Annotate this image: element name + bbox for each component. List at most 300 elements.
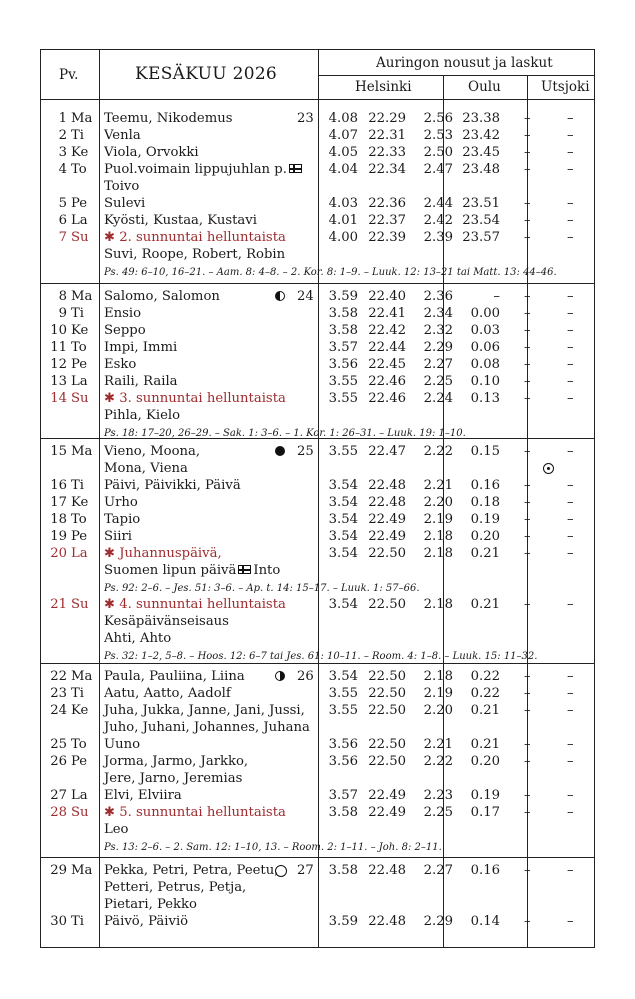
weekday: Su bbox=[71, 391, 89, 406]
day-number: 27 bbox=[50, 788, 67, 803]
oulu-set: 23.38 bbox=[462, 111, 500, 126]
helsinki-set: 22.50 bbox=[368, 546, 406, 561]
oulu-rise: 2.25 bbox=[423, 805, 453, 820]
scripture-reference: Ps. 92: 2–6. – Jes. 51: 3–6. – Ap. t. 14: 15–17. – Luuk. 1: 57–66. bbox=[104, 583, 420, 594]
day-number: 11 bbox=[50, 340, 67, 355]
oulu-set: 0.10 bbox=[470, 374, 500, 389]
helsinki-set: 22.48 bbox=[368, 863, 406, 878]
oulu-set: 0.19 bbox=[470, 512, 500, 527]
helsinki-rise: 3.58 bbox=[328, 805, 358, 820]
name-day: Tapio bbox=[104, 512, 141, 527]
oulu-rise: 2.19 bbox=[423, 512, 453, 527]
helsinki-rise: 4.03 bbox=[328, 196, 358, 211]
utsjoki-rise: – bbox=[524, 230, 531, 245]
scripture-reference: Ps. 32: 1–2, 5–8. – Hoos. 12: 6–7 tai Jes. 61: 10–11. – Room. 4: 1–8. – Luuk. 15: 11–32. bbox=[104, 651, 538, 662]
utsjoki-set: – bbox=[567, 863, 574, 878]
utsjoki-set: – bbox=[567, 289, 574, 304]
oulu-set: 0.15 bbox=[470, 444, 500, 459]
helsinki-set: 22.41 bbox=[368, 306, 406, 321]
utsjoki-rise: – bbox=[524, 546, 531, 561]
utsjoki-rise: – bbox=[524, 669, 531, 684]
day-number: 5 bbox=[58, 196, 67, 211]
weekday: Ma bbox=[71, 289, 93, 304]
utsjoki-set: – bbox=[567, 444, 574, 459]
utsjoki-rise: – bbox=[524, 213, 531, 228]
helsinki-set: 22.49 bbox=[368, 512, 406, 527]
helsinki-rise: 4.05 bbox=[328, 145, 358, 160]
helsinki-set: 22.49 bbox=[368, 805, 406, 820]
day-number: 7 bbox=[58, 230, 67, 245]
utsjoki-set: – bbox=[567, 478, 574, 493]
oulu-set: 0.14 bbox=[470, 914, 500, 929]
name-day-cont: Toivo bbox=[104, 179, 140, 194]
name-day: Impi, Immi bbox=[104, 340, 178, 355]
utsjoki-set: – bbox=[567, 357, 574, 372]
helsinki-set: 22.33 bbox=[368, 145, 406, 160]
helsinki-rise: 3.57 bbox=[328, 340, 358, 355]
utsjoki-rise: – bbox=[524, 306, 531, 321]
name-day: Urho bbox=[104, 495, 138, 510]
helsinki-rise: 3.57 bbox=[328, 788, 358, 803]
weekday: Ti bbox=[71, 128, 85, 143]
helsinki-set: 22.34 bbox=[368, 162, 406, 177]
helsinki-set: 22.50 bbox=[368, 686, 406, 701]
day-number: 1 bbox=[58, 111, 67, 126]
name-day: Siiri bbox=[104, 529, 132, 544]
utsjoki-rise: – bbox=[524, 478, 531, 493]
helsinki-rise: 4.00 bbox=[328, 230, 358, 245]
weekday: La bbox=[71, 546, 88, 561]
oulu-rise: 2.22 bbox=[423, 754, 453, 769]
name-day: Jorma, Jarmo, Jarkko, bbox=[104, 754, 249, 769]
name-day-cont: Pihla, Kielo bbox=[104, 408, 181, 423]
helsinki-set: 22.46 bbox=[368, 391, 406, 406]
weekday: La bbox=[71, 374, 88, 389]
helsinki-rise: 4.08 bbox=[328, 111, 358, 126]
oulu-rise: 2.36 bbox=[423, 289, 453, 304]
helsinki-set: 22.47 bbox=[368, 444, 406, 459]
name-day: Uuno bbox=[104, 737, 141, 752]
oulu-set: 0.00 bbox=[470, 306, 500, 321]
day-number: 2 bbox=[58, 128, 67, 143]
weekday: Ma bbox=[71, 111, 93, 126]
helsinki-set: 22.36 bbox=[368, 196, 406, 211]
helsinki-set: 22.50 bbox=[368, 669, 406, 684]
utsjoki-set: – bbox=[567, 495, 574, 510]
oulu-rise: 2.27 bbox=[423, 357, 453, 372]
scripture-reference: Ps. 49: 6–10, 16–21. – Aam. 8: 4–8. – 2. Kor. 8: 1–9. – Luuk. 12: 13–21 tai Matt. 13: 44–46. bbox=[104, 267, 557, 278]
day-number: 29 bbox=[50, 863, 67, 878]
utsjoki-rise: – bbox=[524, 805, 531, 820]
day-number: 28 bbox=[50, 805, 67, 820]
utsjoki-rise: – bbox=[524, 391, 531, 406]
name-day: Esko bbox=[104, 357, 137, 372]
calendar-frame bbox=[40, 49, 595, 948]
utsjoki-set: – bbox=[567, 754, 574, 769]
oulu-rise: 2.47 bbox=[423, 162, 453, 177]
header-divider bbox=[41, 99, 594, 100]
day-number: 22 bbox=[50, 669, 67, 684]
utsjoki-set: – bbox=[567, 196, 574, 211]
utsjoki-rise: – bbox=[524, 444, 531, 459]
day-number: 30 bbox=[50, 914, 67, 929]
utsjoki-rise: – bbox=[524, 162, 531, 177]
name-day-extra: Into bbox=[253, 563, 281, 578]
day-number: 19 bbox=[50, 529, 67, 544]
helsinki-rise: 3.55 bbox=[328, 391, 358, 406]
name-day: Salomo, Salomon bbox=[104, 289, 220, 304]
utsjoki-rise: – bbox=[524, 703, 531, 718]
moon-phase-icon bbox=[275, 671, 285, 681]
month-title: KESÄKUU 2026 bbox=[135, 64, 278, 84]
name-day: Kyösti, Kustaa, Kustavi bbox=[104, 213, 257, 228]
weekday: Ma bbox=[71, 863, 93, 878]
weekday: Pe bbox=[71, 357, 88, 372]
utsjoki-set: – bbox=[567, 597, 574, 612]
oulu-set: 0.21 bbox=[470, 737, 500, 752]
name-day-cont: Ahti, Ahto bbox=[104, 631, 172, 646]
utsjoki-set: – bbox=[567, 914, 574, 929]
weekday: Ke bbox=[71, 703, 89, 718]
oulu-set: 0.08 bbox=[470, 357, 500, 372]
oulu-set: 23.42 bbox=[462, 128, 500, 143]
utsjoki-rise: – bbox=[524, 289, 531, 304]
helsinki-set: 22.45 bbox=[368, 357, 406, 372]
day-number: 26 bbox=[50, 754, 67, 769]
oulu-set: – bbox=[493, 289, 500, 304]
helsinki-rise: 3.58 bbox=[328, 323, 358, 338]
oulu-rise: 2.18 bbox=[423, 597, 453, 612]
helsinki-set: 22.44 bbox=[368, 340, 406, 355]
oulu-set: 0.03 bbox=[470, 323, 500, 338]
utsjoki-rise: – bbox=[524, 529, 531, 544]
helsinki-rise: 3.54 bbox=[328, 495, 358, 510]
oulu-rise: 2.39 bbox=[423, 230, 453, 245]
name-day-cont: Pietari, Pekko bbox=[104, 897, 197, 912]
helsinki-set: 22.48 bbox=[368, 478, 406, 493]
oulu-rise: 2.18 bbox=[423, 529, 453, 544]
name-day-cont: Juho, Juhani, Johannes, Juhana bbox=[104, 720, 310, 735]
day-number: 4 bbox=[58, 162, 67, 177]
utsjoki-set: – bbox=[567, 145, 574, 160]
helsinki-set: 22.50 bbox=[368, 703, 406, 718]
helsinki-rise: 4.01 bbox=[328, 213, 358, 228]
name-day-cont: Kesäpäivänseisaus bbox=[104, 614, 229, 629]
moon-phase-icon bbox=[275, 446, 285, 456]
oulu-set: 0.21 bbox=[470, 703, 500, 718]
helsinki-rise: 3.54 bbox=[328, 669, 358, 684]
utsjoki-rise: – bbox=[524, 495, 531, 510]
name-day: Vieno, Moona, bbox=[104, 444, 201, 459]
oulu-rise: 2.18 bbox=[423, 669, 453, 684]
utsjoki-set: – bbox=[567, 213, 574, 228]
name-day: Päivi, Päivikki, Päivä bbox=[104, 478, 241, 493]
day-number: 20 bbox=[50, 546, 67, 561]
utsjoki-set: – bbox=[567, 686, 574, 701]
helsinki-rise: 3.56 bbox=[328, 357, 358, 372]
helsinki-rise: 3.58 bbox=[328, 306, 358, 321]
day-number: 25 bbox=[50, 737, 67, 752]
utsjoki-rise: – bbox=[524, 111, 531, 126]
helsinki-rise: 3.56 bbox=[328, 737, 358, 752]
helsinki-set: 22.39 bbox=[368, 230, 406, 245]
sun-times-title: Auringon nousut ja laskut bbox=[376, 55, 553, 71]
weekday: Ti bbox=[71, 686, 85, 701]
utsjoki-set: – bbox=[567, 737, 574, 752]
week-number: 27 bbox=[297, 863, 314, 878]
utsjoki-set: – bbox=[567, 340, 574, 355]
oulu-rise: 2.32 bbox=[423, 323, 453, 338]
helsinki-set: 22.48 bbox=[368, 914, 406, 929]
name-day-cont: Suomen lipun päivä Into bbox=[104, 563, 281, 578]
oulu-set: 23.48 bbox=[462, 162, 500, 177]
oulu-rise: 2.27 bbox=[423, 863, 453, 878]
oulu-set: 0.16 bbox=[470, 863, 500, 878]
name-day: Juha, Jukka, Janne, Jani, Jussi, bbox=[104, 703, 305, 718]
oulu-rise: 2.29 bbox=[423, 914, 453, 929]
name-day: ✱ 3. sunnuntai helluntaista bbox=[104, 391, 286, 406]
name-day: Raili, Raila bbox=[104, 374, 178, 389]
utsjoki-rise: – bbox=[524, 357, 531, 372]
oulu-set: 23.45 bbox=[462, 145, 500, 160]
helsinki-rise: 3.56 bbox=[328, 754, 358, 769]
oulu-rise: 2.50 bbox=[423, 145, 453, 160]
day-number: 18 bbox=[50, 512, 67, 527]
day-number: 12 bbox=[50, 357, 67, 372]
oulu-set: 0.21 bbox=[470, 597, 500, 612]
day-number: 6 bbox=[58, 213, 67, 228]
weekday: Ma bbox=[71, 669, 93, 684]
helsinki-rise: 3.55 bbox=[328, 374, 358, 389]
name-day: Viola, Orvokki bbox=[104, 145, 199, 160]
oulu-set: 0.21 bbox=[470, 546, 500, 561]
oulu-rise: 2.22 bbox=[423, 444, 453, 459]
oulu-rise: 2.44 bbox=[423, 196, 453, 211]
helsinki-set: 22.50 bbox=[368, 597, 406, 612]
day-number: 14 bbox=[50, 391, 67, 406]
oulu-set: 0.17 bbox=[470, 805, 500, 820]
day-number: 21 bbox=[50, 597, 67, 612]
oulu-rise: 2.20 bbox=[423, 495, 453, 510]
oulu-rise: 2.34 bbox=[423, 306, 453, 321]
helsinki-set: 22.31 bbox=[368, 128, 406, 143]
weekday: La bbox=[71, 213, 88, 228]
day-number: 23 bbox=[50, 686, 67, 701]
utsjoki-rise: – bbox=[524, 788, 531, 803]
name-day-cont: Jere, Jarno, Jeremias bbox=[104, 771, 243, 786]
oulu-rise: 2.24 bbox=[423, 391, 453, 406]
utsjoki-set: – bbox=[567, 529, 574, 544]
helsinki-set: 22.46 bbox=[368, 374, 406, 389]
utsjoki-rise: – bbox=[524, 145, 531, 160]
week-number: 26 bbox=[297, 669, 314, 684]
weekday: To bbox=[71, 512, 87, 527]
oulu-rise: 2.42 bbox=[423, 213, 453, 228]
header-subline bbox=[318, 75, 594, 76]
helsinki-set: 22.49 bbox=[368, 529, 406, 544]
weekday: To bbox=[71, 737, 87, 752]
oulu-set: 0.20 bbox=[470, 529, 500, 544]
utsjoki-set: – bbox=[567, 374, 574, 389]
moon-phase-icon bbox=[275, 291, 285, 301]
weekday: Ke bbox=[71, 495, 89, 510]
day-number: 10 bbox=[50, 323, 67, 338]
scripture-reference: Ps. 13: 2–6. – 2. Sam. 12: 1–10, 13. – Room. 2: 1–11. – Joh. 8: 2–11. bbox=[104, 842, 442, 853]
name-day-cont: Leo bbox=[104, 822, 129, 837]
weekday: Ti bbox=[71, 306, 85, 321]
utsjoki-set: – bbox=[567, 111, 574, 126]
name-day: Puol.voimain lippujuhlan p. bbox=[104, 161, 304, 178]
name-day: Seppo bbox=[104, 323, 146, 338]
helsinki-rise: 3.55 bbox=[328, 686, 358, 701]
helsinki-rise: 3.54 bbox=[328, 512, 358, 527]
weekday: Pe bbox=[71, 754, 88, 769]
oulu-rise: 2.56 bbox=[423, 111, 453, 126]
weekday: Ti bbox=[71, 914, 85, 929]
utsjoki-set: – bbox=[567, 391, 574, 406]
utsjoki-set: – bbox=[567, 788, 574, 803]
utsjoki-set: – bbox=[567, 512, 574, 527]
helsinki-set: 22.40 bbox=[368, 289, 406, 304]
utsjoki-rise: – bbox=[524, 512, 531, 527]
day-number: 8 bbox=[58, 289, 67, 304]
flag-icon bbox=[289, 164, 302, 173]
scripture-reference: Ps. 18: 17–20, 26–29. – Sak. 1: 3–6. – 1. Kor. 1: 26–31. – Luuk. 19: 1–10. bbox=[104, 428, 466, 439]
utsjoki-rise: – bbox=[524, 863, 531, 878]
weekday: Pe bbox=[71, 529, 88, 544]
name-day-cont: Petteri, Petrus, Petja, bbox=[104, 880, 247, 895]
col-divider bbox=[99, 50, 100, 947]
oulu-set: 0.22 bbox=[470, 686, 500, 701]
weekday: Su bbox=[71, 805, 89, 820]
weekday: La bbox=[71, 788, 88, 803]
utsjoki-rise: – bbox=[524, 340, 531, 355]
utsjoki-rise: – bbox=[524, 686, 531, 701]
name-day: ✱ Juhannuspäivä, bbox=[104, 546, 222, 561]
day-number: 9 bbox=[58, 306, 67, 321]
weekday: Ti bbox=[71, 478, 85, 493]
midnight-sun-icon bbox=[543, 463, 554, 474]
name-day: Ensio bbox=[104, 306, 142, 321]
weekday: Ma bbox=[71, 444, 93, 459]
day-number: 3 bbox=[58, 145, 67, 160]
utsjoki-set: – bbox=[567, 703, 574, 718]
oulu-rise: 2.29 bbox=[423, 340, 453, 355]
oulu-set: 23.51 bbox=[462, 196, 500, 211]
oulu-rise: 2.20 bbox=[423, 703, 453, 718]
name-day-cont: Mona, Viena bbox=[104, 461, 188, 476]
day-number: 16 bbox=[50, 478, 67, 493]
utsjoki-rise: – bbox=[524, 196, 531, 211]
oulu-set: 0.22 bbox=[470, 669, 500, 684]
oulu-rise: 2.21 bbox=[423, 478, 453, 493]
helsinki-rise: 3.54 bbox=[328, 546, 358, 561]
weekday: Ke bbox=[71, 323, 89, 338]
helsinki-set: 22.50 bbox=[368, 737, 406, 752]
oulu-set: 0.19 bbox=[470, 788, 500, 803]
oulu-set: 23.54 bbox=[462, 213, 500, 228]
name-day-cont: Suvi, Roope, Robert, Robin bbox=[104, 247, 286, 262]
helsinki-set: 22.50 bbox=[368, 754, 406, 769]
week-divider bbox=[41, 283, 594, 284]
day-number: 17 bbox=[50, 495, 67, 510]
oulu-rise: 2.53 bbox=[423, 128, 453, 143]
utsjoki-rise: – bbox=[524, 737, 531, 752]
oulu-rise: 2.19 bbox=[423, 686, 453, 701]
helsinki-set: 22.29 bbox=[368, 111, 406, 126]
utsjoki-rise: – bbox=[524, 128, 531, 143]
oulu-rise: 2.21 bbox=[423, 737, 453, 752]
name-day: Venla bbox=[104, 128, 141, 143]
weekday: To bbox=[71, 162, 87, 177]
city-utsjoki: Utsjoki bbox=[541, 79, 590, 95]
weekday: Ke bbox=[71, 145, 89, 160]
day-number: 24 bbox=[50, 703, 67, 718]
helsinki-set: 22.37 bbox=[368, 213, 406, 228]
utsjoki-set: – bbox=[567, 805, 574, 820]
utsjoki-rise: – bbox=[524, 323, 531, 338]
flag-icon bbox=[238, 565, 251, 574]
helsinki-set: 22.42 bbox=[368, 323, 406, 338]
day-number: 15 bbox=[50, 444, 67, 459]
helsinki-rise: 3.59 bbox=[328, 914, 358, 929]
helsinki-rise: 4.04 bbox=[328, 162, 358, 177]
city-helsinki: Helsinki bbox=[355, 79, 412, 95]
oulu-set: 0.13 bbox=[470, 391, 500, 406]
name-day: ✱ 4. sunnuntai helluntaista bbox=[104, 597, 286, 612]
utsjoki-rise: – bbox=[524, 914, 531, 929]
utsjoki-set: – bbox=[567, 306, 574, 321]
utsjoki-rise: – bbox=[524, 754, 531, 769]
oulu-set: 23.57 bbox=[462, 230, 500, 245]
name-day: Päivö, Päiviö bbox=[104, 914, 189, 929]
week-number: 23 bbox=[297, 111, 314, 126]
utsjoki-rise: – bbox=[524, 597, 531, 612]
utsjoki-rise: – bbox=[524, 374, 531, 389]
oulu-set: 0.18 bbox=[470, 495, 500, 510]
utsjoki-set: – bbox=[567, 162, 574, 177]
name-day: Elvi, Elviira bbox=[104, 788, 182, 803]
helsinki-rise: 3.58 bbox=[328, 863, 358, 878]
name-day: Pekka, Petri, Petra, Peetu, bbox=[104, 863, 279, 878]
oulu-rise: 2.23 bbox=[423, 788, 453, 803]
name-day: ✱ 5. sunnuntai helluntaista bbox=[104, 805, 286, 820]
oulu-set: 0.16 bbox=[470, 478, 500, 493]
name-day: Paula, Pauliina, Liina bbox=[104, 669, 245, 684]
helsinki-rise: 3.54 bbox=[328, 529, 358, 544]
utsjoki-set: – bbox=[567, 323, 574, 338]
utsjoki-set: – bbox=[567, 669, 574, 684]
weekday: Su bbox=[71, 230, 89, 245]
city-oulu: Oulu bbox=[468, 79, 501, 95]
oulu-rise: 2.18 bbox=[423, 546, 453, 561]
name-day: Aatu, Aatto, Aadolf bbox=[104, 686, 231, 701]
oulu-set: 0.20 bbox=[470, 754, 500, 769]
oulu-set: 0.06 bbox=[470, 340, 500, 355]
utsjoki-set: – bbox=[567, 546, 574, 561]
weekday: To bbox=[71, 340, 87, 355]
helsinki-set: 22.49 bbox=[368, 788, 406, 803]
name-day: ✱ 2. sunnuntai helluntaista bbox=[104, 230, 286, 245]
week-divider bbox=[41, 857, 594, 858]
utsjoki-set: – bbox=[567, 230, 574, 245]
helsinki-rise: 3.54 bbox=[328, 478, 358, 493]
col-divider bbox=[318, 50, 319, 947]
week-number: 25 bbox=[297, 444, 314, 459]
weekday: Su bbox=[71, 597, 89, 612]
name-day: Teemu, Nikodemus bbox=[104, 111, 233, 126]
helsinki-rise: 4.07 bbox=[328, 128, 358, 143]
